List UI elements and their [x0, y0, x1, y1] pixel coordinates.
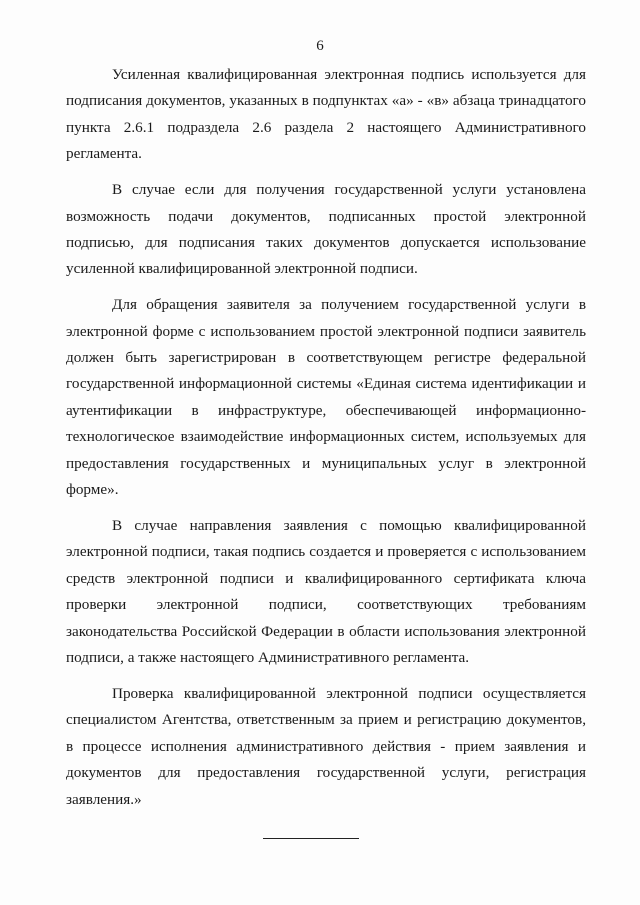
- paragraph-simple-signature-case: В случае если для получения государственной услуги установлена возможность подачи документов, подписанных простой электронной подписью, для подписания таких документов допускается использование усиленной квалифицированной электронной подписи.: [66, 181, 586, 278]
- end-separator-line: [263, 838, 359, 839]
- paragraph-signature-usage: Усиленная квалифицированная электронная подпись используется для подписания документов, указанных в подпунктах «а» - «в» абзаца тринадцатого пункта 2.6.1 подраздела 2.6 раздела 2 настоящего Административного регламента.: [66, 66, 586, 163]
- paragraph-agency-check: Проверка квалифицированной электронной подписи осуществляется специалистом Агентства, ответственным за прием и регистрацию документов, в процессе исполнения административного действия - прием заявления и документов для предоставления государственной услуги, регистрация заявления.»: [66, 684, 586, 808]
- paragraph-esia-registration: Для обращения заявителя за получением государственной услуги в электронной форме с использованием простой электронной подписи заявитель должен быть зарегистрирован в соответствующем регистре федеральной государственной информационной системы «Единая система идентификации и аутентификации в инфраструктуре, обеспечивающей информационно-технологическое взаимодействие информационных систем, используемых для предоставления государственных и муниципальных услуг в электронной форме».: [66, 296, 586, 499]
- paragraph-qualified-signature-verification: В случае направления заявления с помощью квалифицированной электронной подписи, такая подпись создается и проверяется с использованием средств электронной подписи и квалифицированного сертификата ключа проверки электронной подписи, соответствующих требованиям законодательства Российской Федерации в области использования электронной подписи, а также настоящего Административного регламента.: [66, 517, 586, 667]
- document-body: [66, 62, 586, 822]
- page-number: 6: [316, 38, 324, 54]
